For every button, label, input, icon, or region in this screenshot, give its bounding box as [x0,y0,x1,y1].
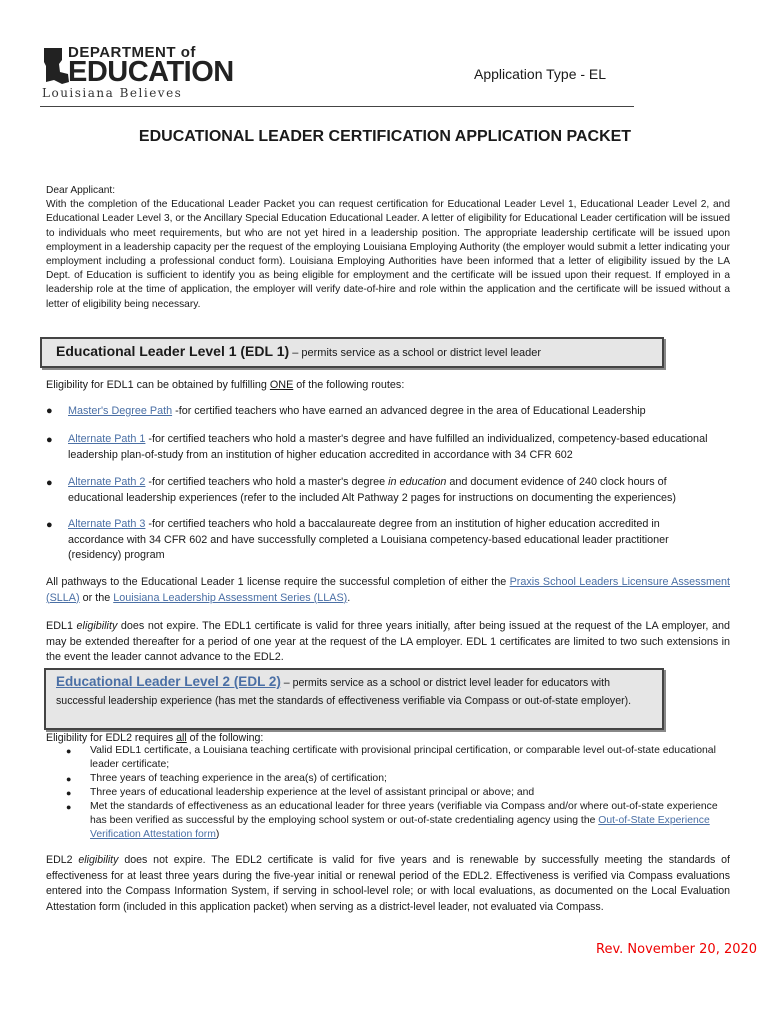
expire-em: eligibility [76,620,118,632]
route-text: -for certified teachers who hold a master's degree [145,476,389,488]
intro-body: With the completion of the Educational Leader Packet you can request certification for Educational Leader Level 1, Educational Leader Level 2, and Educational Leader Level 3, or the Ancillary Special Education Educational Leader. A letter of eligibility for Educational Leader certification will be issued to individuals who meet requirements, but who are not yet hired in a leadership position. The appropriate leadership certificate will be issued upon employment in a leadership capacity per the request of the employing Louisiana Employing Authority (the employer would submit a letter indicating your employment including a professional conduct form). Louisiana Employing Authorities have been informed that a letter of eligibility issued by the LA Dept. of Education is sufficient to identify you as being eligible for employment and the certificate will be issued upon their request. If employed in a leadership role at the time of application, the employer will verify date-of-hire and role within the application and the certificate will be issued without a letter of eligibility being necessary. [46,199,730,310]
pathways-pre: All pathways to the Educational Leader 1 license require the successful completion of either the [46,576,510,588]
llas-link[interactable]: Louisiana Leadership Assessment Series (LLAS) [113,591,348,604]
edl2-item-text: Met the standards of effectiveness as an educational leader for three years (verifiable via Compass and/or where out-of-state experience has been verified as successful by the employing school system or out-of-state credentialing agency using the [90,801,718,827]
bullet-icon: ● [66,802,72,812]
req-post: of the following: [186,732,264,744]
pathways-post: . [347,591,351,604]
expire-b: does not expire. The EDL1 certificate is valid for three years initially, after being issued at the request of the LA employer, and may be extended thereafter for a period of one year at the request of the LA employer. EDL 1 certificates are limited to two such extensions in the event the leader cannot advance to the EDL2. [46,620,730,663]
edl2-item: Three years of teaching experience in the area(s) of certification; [90,773,387,784]
expire-b: does not expire. The EDL2 certificate is valid for five years and is renewable by successfully meeting the standards of effectiveness for at least three years during the five-year initial or renewal period of the EDL2. Effectiveness is verified via Compass evaluations entered into the Compass Information System, if serving in school-level role; or with local evaluations, as documented on the Local Evaluation Attestation form (included in this application packet) when serving as a district-level leader, not evaluated via Compass. [46,854,730,913]
route-text: -for certified teachers who hold a baccalaureate degree from an institution of higher education accredited in accordance with 34 CFR 602 and have successfully completed a Louisiana competency-based educational leader practitioner (residency) program [68,518,669,561]
oos-attestation-link[interactable]: Out-of-State Experience Verification Attestation form [90,815,710,841]
pathways-paragraph [46,575,730,606]
route-alt1 [68,432,708,463]
bullet-icon: ● [66,774,72,784]
header-divider [40,106,634,107]
bullet-icon: ● [46,434,53,446]
edl1-desc: – permits service as a school or district level leader [289,347,542,359]
edl1-expiry [46,619,730,666]
alt-path-3-link[interactable]: Alternate Path 3 [68,518,146,530]
bullet-icon: ● [46,519,53,531]
intro-section [46,184,730,312]
route-text: -for certified teachers who hold a master's degree and have fulfilled an individualized, competency-based educational leadership plan-of-study from an institution of higher education accredited in accordance with 34 CFR 602 [68,433,708,461]
bullet-icon: ● [46,405,53,417]
edl2-desc-cont: successful leadership experience (has met the standards of effectiveness verifiable via Compass or out-of-state employer). [56,695,632,707]
louisiana-state-icon [42,46,70,86]
page-title: EDUCATIONAL LEADER CERTIFICATION APPLICATION PACKET [138,128,632,145]
route-text-em: in education [388,476,447,488]
expire-em: eligibility [78,854,119,866]
alt-path-2-link[interactable]: Alternate Path 2 [68,476,146,488]
bullet-icon: ● [66,746,72,756]
pathways-mid: or the [79,591,114,604]
edl1-heading-box [40,337,664,368]
edl2-item: Three years of educational leadership experience at the level of assistant principal or above; and [90,787,535,798]
req-pre: Eligibility for EDL2 requires [46,732,177,744]
edl2-heading-link[interactable]: Educational Leader Level 2 (EDL 2) [56,674,281,689]
bullet-icon: ● [46,477,53,489]
revision-date: Rev. November 20, 2020 [596,942,758,957]
expire-a: EDL2 [46,854,79,866]
edl1-elig-pre: Eligibility for EDL1 can be obtained by fulfilling [46,379,270,391]
logo-dept-text: DEPARTMENT of [68,44,196,61]
logo-education-text: EDUCATION [68,56,234,88]
edl1-elig-one: ONE [269,379,294,391]
edl2-desc: – permits service as a school or district level leader for educators with [280,677,610,689]
bullet-icon: ● [66,788,72,798]
masters-path-link[interactable]: Master's Degree Path [68,405,173,417]
edl1-elig-post: of the following routes: [293,379,405,391]
route-alt2 [68,475,708,506]
edl2-heading-box [44,668,664,730]
greeting: Dear Applicant: [46,185,116,196]
route-text: -for certified teachers who have earned an advanced degree in the area of Educational Leadership [172,405,646,417]
route-masters [68,404,708,420]
alt-path-1-link[interactable]: Alternate Path 1 [68,433,146,445]
edl2-item: Valid EDL1 certificate, a Louisiana teaching certificate with provisional principal certification, or comparable level out-of-state educational leader certificate; [90,745,716,771]
praxis-slla-link[interactable]: Praxis School Leaders Licensure Assessment (SLLA) [46,576,730,604]
expire-a: EDL1 [46,620,77,632]
oos-post: ) [215,829,220,841]
edl2-item-last [90,800,730,843]
edl1-eligibility [46,378,730,392]
route-text: and document evidence of 240 clock hours of educational leadership experiences (refer to the included Alt Pathway 2 pages for instructions on documenting the experiences) [68,476,676,504]
ldoe-logo [40,42,234,104]
edl2-expiry [46,853,730,915]
edl1-heading: Educational Leader Level 1 (EDL 1) [56,343,290,359]
route-alt3 [68,517,708,564]
application-type: Application Type - EL [474,66,607,82]
logo-tagline: Louisiana Believes [42,86,183,100]
req-all: all [176,732,187,744]
